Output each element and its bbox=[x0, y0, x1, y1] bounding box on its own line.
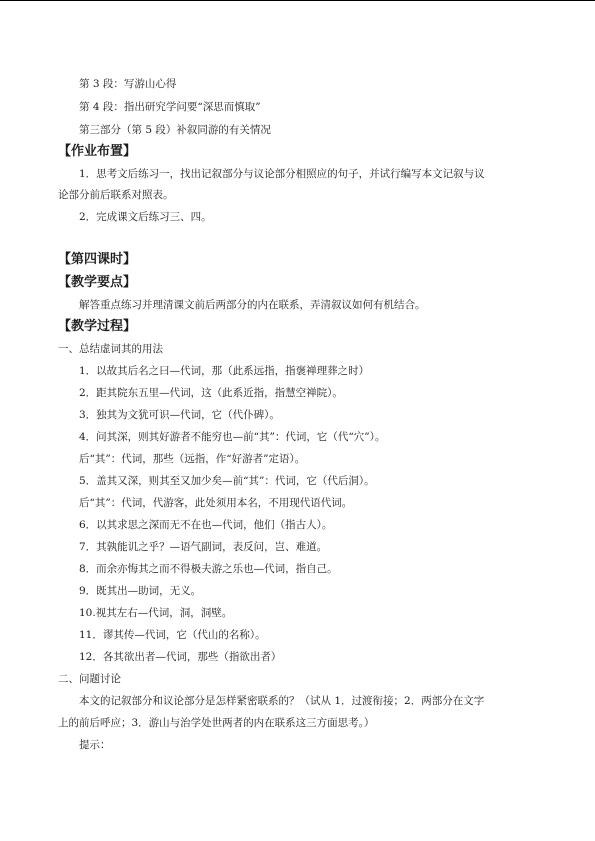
usage-item-1: 1．以故其后名之曰—代词，那（此系远指，指褒禅理葬之时） bbox=[79, 365, 370, 377]
usage-item-12: 12．各其欲出者—代词，那些（指欲出者） bbox=[79, 651, 282, 663]
outline-part-3: 第三部分（第 5 段）补叙同游的有关情况 bbox=[79, 124, 271, 136]
homework-item-1-cont: 论部分前后联系对照表。 bbox=[58, 189, 174, 201]
usage-item-10: 10.视其左右—代词，洞，洞壁。 bbox=[79, 607, 233, 619]
usage-item-3: 3．独其为文犹可识—代词，它（代仆碑）。 bbox=[79, 409, 280, 421]
usage-item-7: 7．其孰能讥之乎？—语气副词，表反问，岂、难道。 bbox=[79, 541, 328, 553]
discussion-text: 本文的记叙部分和议论部分是怎样紧密联系的？（试从 1．过渡衔接；2．两部分在文字 bbox=[79, 695, 485, 707]
usage-item-4: 4．问其深，则其好游者不能穷也—前“其”：代词，它（代“穴”）。 bbox=[79, 431, 386, 443]
usage-item-5: 5．盖其又深，则其至又加少矣—前“其”：代词，它（代后洞）。 bbox=[79, 475, 375, 487]
homework-item-2: 2．完成课文后练习三、四。 bbox=[79, 211, 212, 223]
section-1-title: 一、总结虚词其的用法 bbox=[58, 343, 163, 355]
section-2-title: 二、问题讨论 bbox=[58, 673, 121, 685]
usage-item-5-cont: 后“其”：代词，代游客，此处须用本名，不用现代语代词。 bbox=[79, 497, 353, 509]
outline-paragraph-4: 第 4 段：指出研究学问要“深思而慎取” bbox=[79, 101, 261, 113]
teaching-process-heading: 【教学过程】 bbox=[58, 319, 137, 334]
usage-item-4-cont: 后“其”：代词，那些（远指，作“好游者”定语）。 bbox=[79, 453, 306, 465]
teaching-points-heading: 【教学要点】 bbox=[58, 275, 137, 290]
usage-item-2: 2．距其院东五里—代词，这（此系近指，指慧空禅院）。 bbox=[79, 387, 343, 399]
homework-heading: 【作业布置】 bbox=[58, 144, 137, 159]
homework-item-1: 1．思考文后练习一，找出记叙部分与议论部分相照应的句子，并试行编写本文记叙与议 bbox=[79, 168, 485, 180]
usage-item-9: 9．既其出—助词，无义。 bbox=[79, 585, 202, 597]
hint-label: 提示： bbox=[79, 739, 111, 751]
usage-item-11: 11．谬其传—代词，它（代山的名称）。 bbox=[79, 629, 266, 641]
outline-paragraph-3: 第 3 段：写游山心得 bbox=[79, 78, 177, 90]
usage-item-6: 6．以其求思之深而无不在也—代词，他们（指古人）。 bbox=[79, 519, 333, 531]
teaching-points-text: 解答重点练习并理清课文前后两部分的内在联系，弄清叙议如何有机结合。 bbox=[79, 299, 426, 311]
lesson-4-heading: 【第四课时】 bbox=[58, 252, 137, 267]
usage-item-8: 8．而余亦悔其之而不得极夫游之乐也—代词，指自己。 bbox=[79, 563, 338, 575]
discussion-text-cont: 上的前后呼应；3．游山与治学处世两者的内在联系这三方面思考。） bbox=[58, 717, 375, 729]
